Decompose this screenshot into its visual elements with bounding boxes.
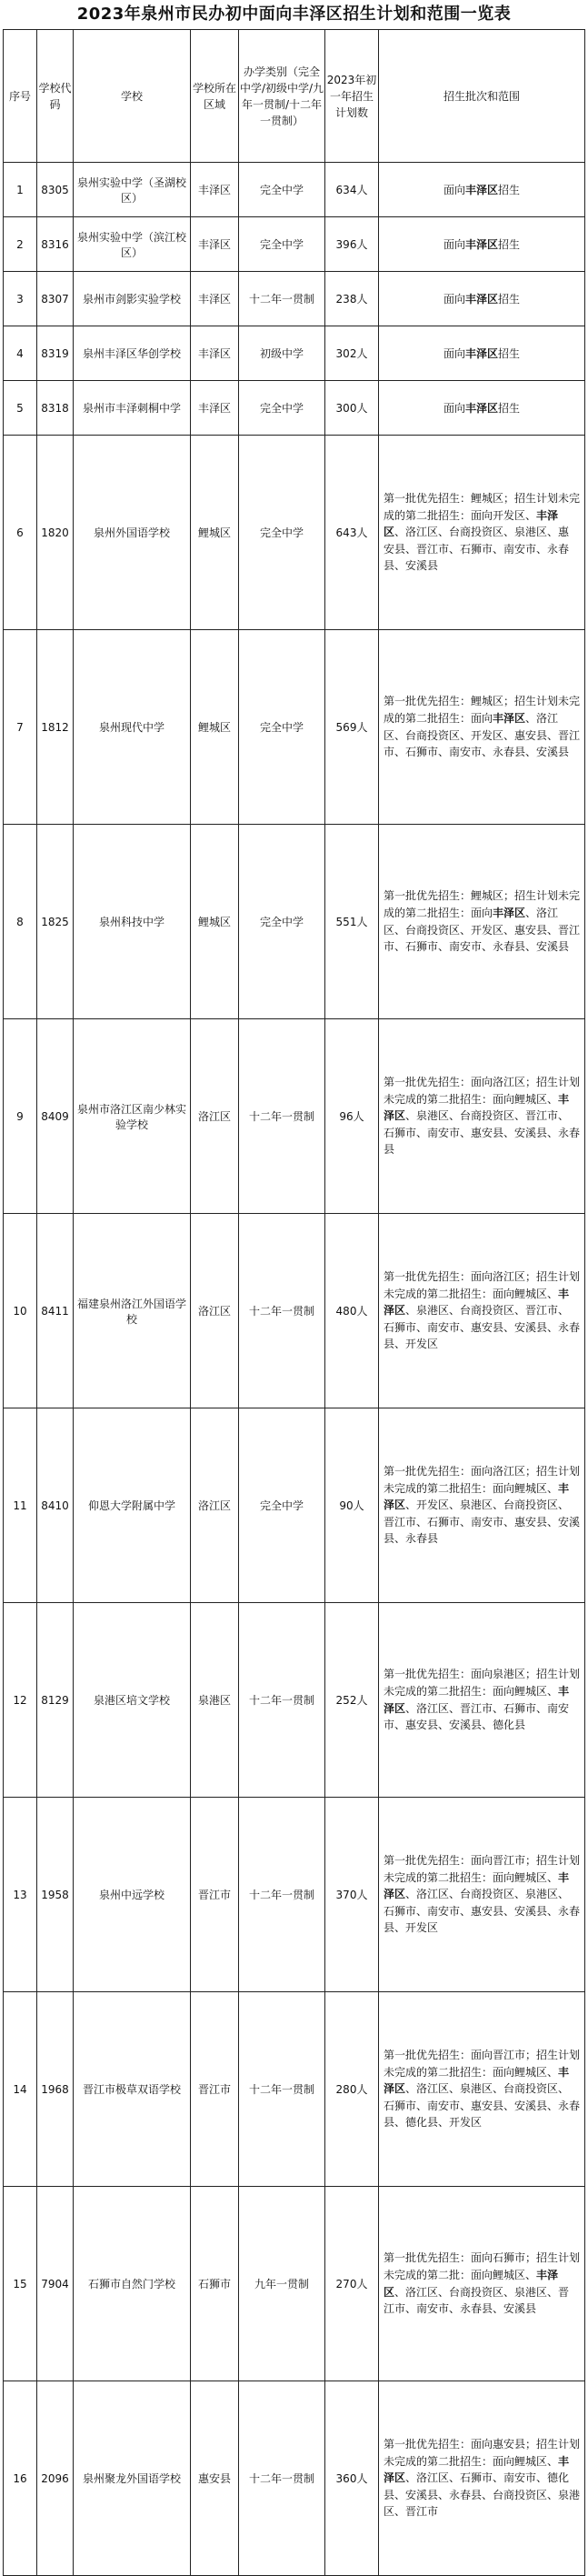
table-row xyxy=(4,1408,585,1603)
row-code: 8129 xyxy=(37,1603,74,1798)
row-plan: 270人 xyxy=(325,2187,379,2381)
row-plan: 252人 xyxy=(325,1603,379,1798)
row-seq: 11 xyxy=(4,1408,37,1603)
row-scope: 第一批优先招生：面向洛江区；招生计划未完成的第二批招生：面向鲤城区、丰泽区、开发区、泉港区、台商投资区、晋江市、石狮市、南安市、惠安县、安溪县、永春县 xyxy=(379,1408,585,1603)
highlight-fengze: 丰泽区 xyxy=(464,402,498,415)
row-code: 1968 xyxy=(37,1992,74,2187)
row-district: 丰泽区 xyxy=(191,217,239,272)
row-scope: 第一批优先招生：鲤城区；招生计划未完成的第二批招生：面向丰泽区、洛江区、台商投资区、开发区、惠安县、晋江市、石狮市、南安市、永春县、安溪县 xyxy=(379,630,585,825)
table-row xyxy=(4,436,585,630)
row-school: 泉州市丰泽刺桐中学 xyxy=(74,381,191,436)
highlight-fengze: 丰泽区 xyxy=(384,1287,570,1318)
row-district: 鲤城区 xyxy=(191,825,239,1019)
table-row xyxy=(4,1798,585,1992)
row-district: 洛江区 xyxy=(191,1214,239,1408)
row-code: 1812 xyxy=(37,630,74,825)
row-scope: 面向丰泽区招生 xyxy=(379,381,585,436)
row-scope: 面向丰泽区招生 xyxy=(379,326,585,381)
table-row xyxy=(4,2187,585,2381)
row-seq: 9 xyxy=(4,1019,37,1214)
highlight-fengze: 丰泽区 xyxy=(493,906,526,919)
row-scope: 第一批优先招生：面向洛江区；招生计划未完成的第二批招生：面向鲤城区、丰泽区、泉港区、台商投资区、晋江市、石狮市、南安市、惠安县、安溪县、永春县 xyxy=(379,1019,585,1214)
row-plan: 643人 xyxy=(325,436,379,630)
row-scope: 第一批优先招生：面向晋江市；招生计划未完成的第二批招生：面向鲤城区、丰泽区、洛江区、泉港区、台商投资区、石狮市、南安市、惠安县、安溪县、永春县、德化县、开发区 xyxy=(379,1992,585,2187)
row-school: 泉州现代中学 xyxy=(74,630,191,825)
row-seq: 6 xyxy=(4,436,37,630)
table-row xyxy=(4,326,585,381)
row-seq: 13 xyxy=(4,1798,37,1992)
row-plan: 370人 xyxy=(325,1798,379,1992)
header-seq: 序号 xyxy=(4,30,37,163)
table-row xyxy=(4,1019,585,1214)
row-code: 8409 xyxy=(37,1019,74,1214)
row-code: 8307 xyxy=(37,272,74,326)
row-school: 泉州市剑影实验学校 xyxy=(74,272,191,326)
row-district: 丰泽区 xyxy=(191,272,239,326)
row-seq: 10 xyxy=(4,1214,37,1408)
row-district: 鲤城区 xyxy=(191,630,239,825)
row-scope: 第一批优先招生：面向洛江区；招生计划未完成的第二批招生：面向鲤城区、丰泽区、泉港区、台商投资区、晋江市、石狮市、南安市、惠安县、安溪县、永春县、开发区 xyxy=(379,1214,585,1408)
row-code: 7904 xyxy=(37,2187,74,2381)
highlight-fengze: 丰泽区 xyxy=(384,1870,570,1901)
row-seq: 7 xyxy=(4,630,37,825)
row-seq: 2 xyxy=(4,217,37,272)
row-school: 仰恩大学附属中学 xyxy=(74,1408,191,1603)
row-plan: 551人 xyxy=(325,825,379,1019)
row-district: 丰泽区 xyxy=(191,381,239,436)
row-plan: 280人 xyxy=(325,1992,379,2187)
row-code: 8411 xyxy=(37,1214,74,1408)
header-type: 办学类别（完全中学/初级中学/九年一贯制/十二年一贯制） xyxy=(239,30,325,163)
row-code: 2096 xyxy=(37,2381,74,2576)
row-type: 十二年一贯制 xyxy=(239,1019,325,1214)
header-scope: 招生批次和范围 xyxy=(379,30,585,163)
highlight-fengze: 丰泽区 xyxy=(384,1481,570,1512)
row-type: 完全中学 xyxy=(239,217,325,272)
row-type: 完全中学 xyxy=(239,381,325,436)
table-row xyxy=(4,1603,585,1798)
row-school: 泉州科技中学 xyxy=(74,825,191,1019)
row-school: 石狮市自然门学校 xyxy=(74,2187,191,2381)
row-code: 1958 xyxy=(37,1798,74,1992)
highlight-fengze: 丰泽区 xyxy=(384,2065,570,2096)
row-type: 十二年一贯制 xyxy=(239,2381,325,2576)
row-district: 丰泽区 xyxy=(191,163,239,217)
highlight-fengze: 丰泽区 xyxy=(384,508,559,539)
row-scope: 第一批优先招生：面向泉港区；招生计划未完成的第二批招生：面向鲤城区、丰泽区、洛江区、晋江市、石狮市、南安市、惠安县、安溪县、德化县 xyxy=(379,1603,585,1798)
row-seq: 14 xyxy=(4,1992,37,2187)
row-plan: 569人 xyxy=(325,630,379,825)
enrollment-table xyxy=(3,29,585,2576)
row-school: 晋江市极草双语学校 xyxy=(74,1992,191,2187)
table-row xyxy=(4,2381,585,2576)
row-seq: 5 xyxy=(4,381,37,436)
table-row xyxy=(4,381,585,436)
row-plan: 96人 xyxy=(325,1019,379,1214)
row-seq: 3 xyxy=(4,272,37,326)
row-district: 泉港区 xyxy=(191,1603,239,1798)
header-school: 学校 xyxy=(74,30,191,163)
header-plan: 2023年初一年招生计划数 xyxy=(325,30,379,163)
row-school: 泉港区培文学校 xyxy=(74,1603,191,1798)
table-row xyxy=(4,163,585,217)
row-type: 十二年一贯制 xyxy=(239,1603,325,1798)
row-type: 完全中学 xyxy=(239,163,325,217)
table-header-row xyxy=(4,30,585,163)
highlight-fengze: 丰泽区 xyxy=(384,2268,559,2299)
row-seq: 4 xyxy=(4,326,37,381)
row-school: 泉州中远学校 xyxy=(74,1798,191,1992)
row-district: 晋江市 xyxy=(191,1798,239,1992)
row-type: 完全中学 xyxy=(239,825,325,1019)
row-plan: 300人 xyxy=(325,381,379,436)
row-type: 初级中学 xyxy=(239,326,325,381)
row-plan: 302人 xyxy=(325,326,379,381)
row-scope: 第一批优先招生：面向惠安县；招生计划未完成的第二批招生：面向鲤城区、丰泽区、洛江区、石狮市、南安市、德化县、安溪县、永春县、台商投资区、泉港区、晋江市 xyxy=(379,2381,585,2576)
header-district: 学校所在区域 xyxy=(191,30,239,163)
row-district: 惠安县 xyxy=(191,2381,239,2576)
highlight-fengze: 丰泽区 xyxy=(384,2454,570,2485)
row-district: 石狮市 xyxy=(191,2187,239,2381)
row-school: 泉州实验中学（圣湖校区） xyxy=(74,163,191,217)
highlight-fengze: 丰泽区 xyxy=(464,238,498,251)
row-scope: 面向丰泽区招生 xyxy=(379,217,585,272)
row-seq: 1 xyxy=(4,163,37,217)
row-scope: 面向丰泽区招生 xyxy=(379,163,585,217)
row-school: 泉州聚龙外国语学校 xyxy=(74,2381,191,2576)
row-school: 福建泉州洛江外国语学校 xyxy=(74,1214,191,1408)
row-district: 鲤城区 xyxy=(191,436,239,630)
table-row xyxy=(4,825,585,1019)
row-scope: 第一批优先招生：面向石狮市；招生计划未完成的第二批：面向鲤城区、丰泽区、洛江区、台商投资区、泉港区、晋江市、南安市、永春县、安溪县 xyxy=(379,2187,585,2381)
row-scope: 第一批优先招生：鲤城区；招生计划未完成的第二批招生：面向丰泽区、洛江区、台商投资区、开发区、惠安县、晋江市、石狮市、南安市、永春县、安溪县 xyxy=(379,825,585,1019)
row-school: 泉州丰泽区华创学校 xyxy=(74,326,191,381)
row-scope: 面向丰泽区招生 xyxy=(379,272,585,326)
row-seq: 16 xyxy=(4,2381,37,2576)
row-code: 8319 xyxy=(37,326,74,381)
row-type: 十二年一贯制 xyxy=(239,1992,325,2187)
row-type: 完全中学 xyxy=(239,630,325,825)
row-district: 洛江区 xyxy=(191,1408,239,1603)
row-type: 十二年一贯制 xyxy=(239,1798,325,1992)
row-district: 洛江区 xyxy=(191,1019,239,1214)
table-row xyxy=(4,630,585,825)
row-code: 1825 xyxy=(37,825,74,1019)
highlight-fengze: 丰泽区 xyxy=(464,347,498,360)
row-type: 十二年一贯制 xyxy=(239,272,325,326)
header-code: 学校代码 xyxy=(37,30,74,163)
row-seq: 12 xyxy=(4,1603,37,1798)
row-code: 8305 xyxy=(37,163,74,217)
row-type: 完全中学 xyxy=(239,436,325,630)
row-scope: 第一批优先招生：鲤城区；招生计划未完成的第二批招生：面向开发区、丰泽区、洛江区、台商投资区、泉港区、惠安县、晋江市、石狮市、南安市、永春县、安溪县 xyxy=(379,436,585,630)
table-row xyxy=(4,1214,585,1408)
highlight-fengze: 丰泽区 xyxy=(464,184,498,196)
row-school: 泉州实验中学（滨江校区） xyxy=(74,217,191,272)
row-plan: 238人 xyxy=(325,272,379,326)
row-plan: 480人 xyxy=(325,1214,379,1408)
row-plan: 396人 xyxy=(325,217,379,272)
row-scope: 第一批优先招生：面向晋江市；招生计划未完成的第二批招生：面向鲤城区、丰泽区、洛江区、台商投资区、泉港区、石狮市、南安市、惠安县、安溪县、永春县、开发区 xyxy=(379,1798,585,1992)
row-type: 完全中学 xyxy=(239,1408,325,1603)
row-code: 8316 xyxy=(37,217,74,272)
row-plan: 634人 xyxy=(325,163,379,217)
row-district: 丰泽区 xyxy=(191,326,239,381)
row-plan: 90人 xyxy=(325,1408,379,1603)
row-code: 1820 xyxy=(37,436,74,630)
table-row xyxy=(4,217,585,272)
row-code: 8410 xyxy=(37,1408,74,1603)
highlight-fengze: 丰泽区 xyxy=(493,711,526,725)
highlight-fengze: 丰泽区 xyxy=(384,1684,570,1715)
row-district: 晋江市 xyxy=(191,1992,239,2187)
row-type: 九年一贯制 xyxy=(239,2187,325,2381)
row-seq: 15 xyxy=(4,2187,37,2381)
row-school: 泉州市洛江区南少林实验学校 xyxy=(74,1019,191,1214)
row-code: 8318 xyxy=(37,381,74,436)
table-row xyxy=(4,272,585,326)
table-row xyxy=(4,1992,585,2187)
page-title: 2023年泉州市民办初中面向丰泽区招生计划和范围一览表 xyxy=(76,5,512,24)
row-school: 泉州外国语学校 xyxy=(74,436,191,630)
row-type: 十二年一贯制 xyxy=(239,1214,325,1408)
row-plan: 360人 xyxy=(325,2381,379,2576)
highlight-fengze: 丰泽区 xyxy=(464,293,498,306)
row-seq: 8 xyxy=(4,825,37,1019)
highlight-fengze: 丰泽区 xyxy=(384,1092,570,1123)
